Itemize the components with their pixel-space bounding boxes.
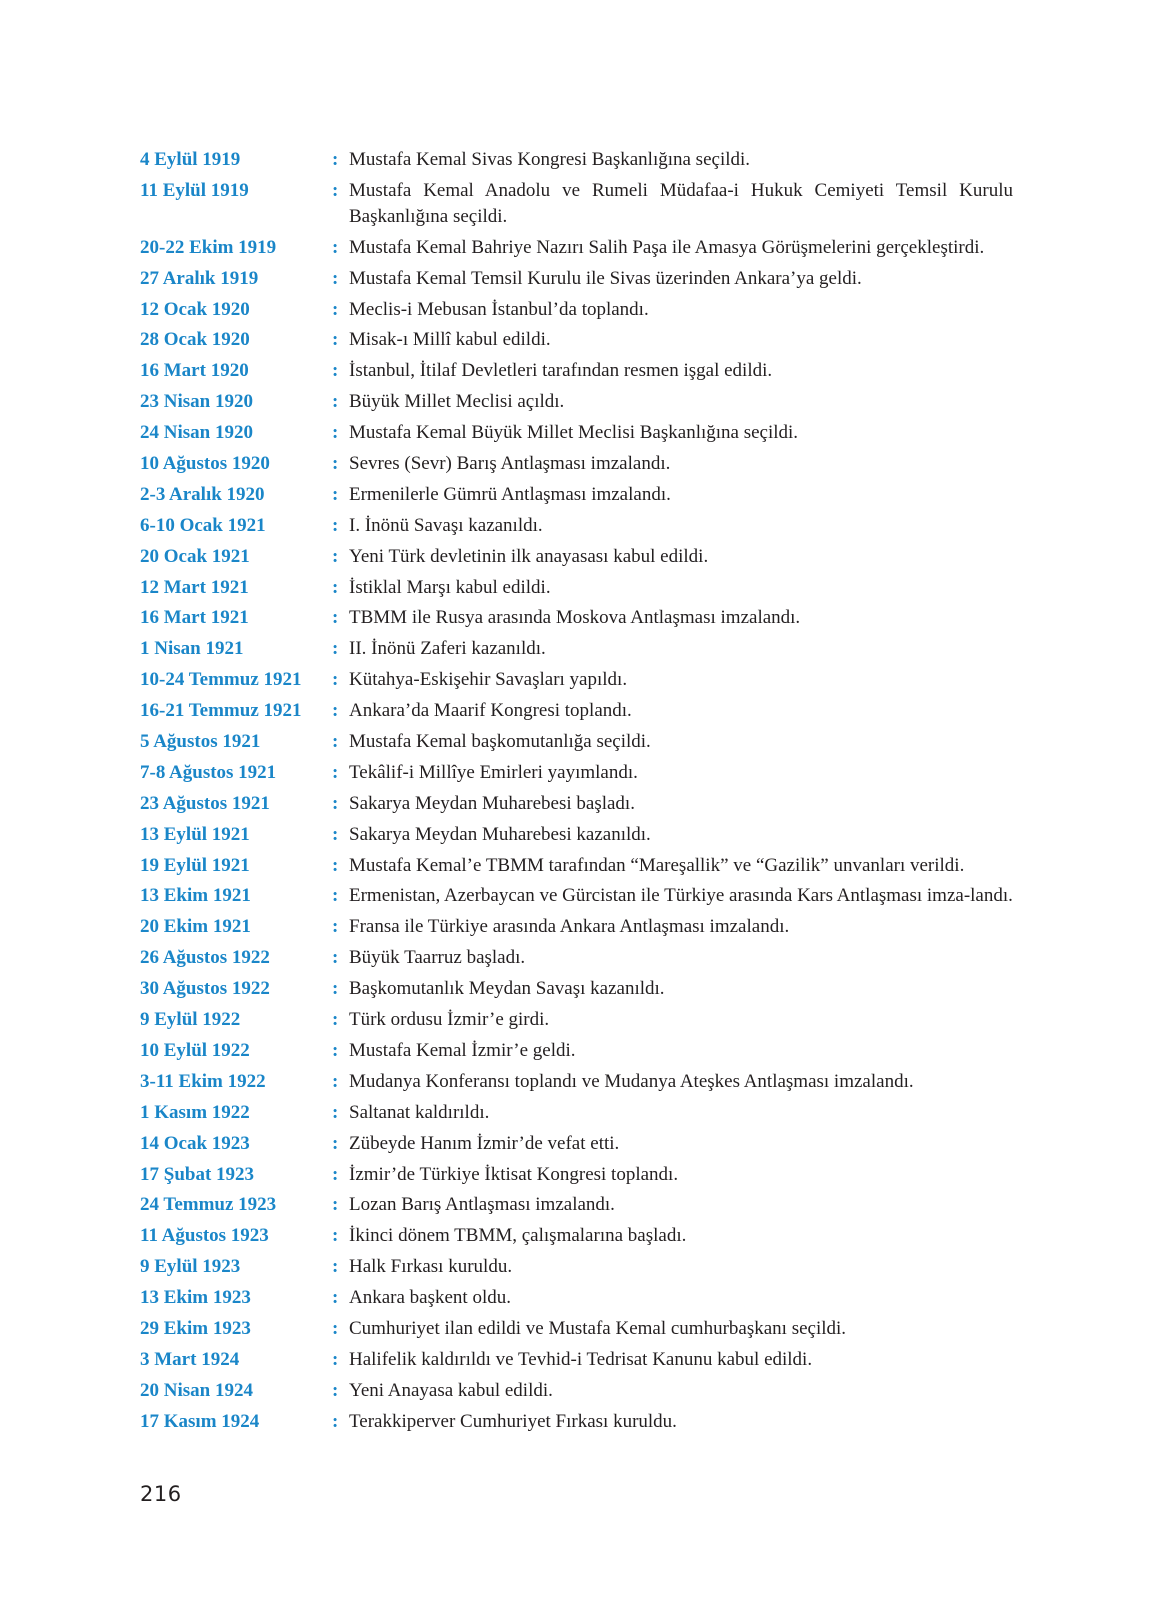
separator-colon: :	[332, 576, 339, 598]
separator-colon: :	[332, 422, 339, 444]
event-date: 10 Ağustos 1920	[140, 453, 270, 475]
event-date: 16 Mart 1920	[140, 360, 249, 382]
event-description: Ankara’da Maarif Kongresi toplandı.	[349, 700, 632, 722]
event-description: Tekâlif-i Millîye Emirleri yayımlandı.	[349, 761, 638, 783]
event-date: 11 Eylül 1919	[140, 179, 249, 201]
separator-colon: :	[332, 391, 339, 413]
event-date: 17 Kasım 1924	[140, 1410, 260, 1432]
event-description: Sakarya Meydan Muharebesi kazanıldı.	[349, 823, 651, 845]
timeline-row	[140, 976, 1013, 1007]
separator-colon: :	[332, 885, 339, 907]
event-date: 20-22 Ekim 1919	[140, 236, 277, 258]
separator-colon: :	[332, 947, 339, 969]
event-description: Meclis-i Mebusan İstanbul’da toplandı.	[349, 298, 649, 320]
event-description: Yeni Anayasa kabul edildi.	[349, 1379, 553, 1401]
timeline-row	[140, 1131, 1013, 1162]
event-date: 26 Ağustos 1922	[140, 947, 270, 969]
event-date: 14 Ocak 1923	[140, 1132, 250, 1154]
timeline-row	[140, 147, 1013, 178]
event-date: 12 Ocak 1920	[140, 298, 250, 320]
event-date: 20 Nisan 1924	[140, 1379, 253, 1401]
timeline-row	[140, 883, 1013, 914]
separator-colon: :	[332, 854, 339, 876]
event-description: Mustafa Kemal Bahriye Nazırı Salih Paşa ile Amasya Görüşmelerini gerçekleştirdi.	[349, 236, 985, 258]
event-date: 7-8 Ağustos 1921	[140, 761, 277, 783]
timeline-row	[140, 698, 1013, 729]
event-description: Halk Fırkası kuruldu.	[349, 1256, 513, 1278]
timeline-row	[140, 1409, 1013, 1440]
timeline-row	[140, 1285, 1013, 1316]
timeline-row	[140, 1192, 1013, 1223]
timeline-row	[140, 760, 1013, 791]
event-description: Halifelik kaldırıldı ve Tevhid-i Tedrisat Kanunu kabul edildi.	[349, 1348, 813, 1370]
separator-colon: :	[332, 1009, 339, 1031]
separator-colon: :	[332, 453, 339, 475]
event-date: 5 Ağustos 1921	[140, 731, 261, 753]
event-description: Mustafa Kemal İzmir’e geldi.	[349, 1039, 576, 1061]
event-description: İkinci dönem TBMM, çalışmalarına başladı.	[349, 1225, 687, 1247]
event-description: TBMM ile Rusya arasında Moskova Antlaşması imzalandı.	[349, 607, 801, 629]
event-description: İzmir’de Türkiye İktisat Kongresi toplandı.	[349, 1163, 679, 1185]
event-description: İstanbul, İtilaf Devletleri tarafından resmen işgal edildi.	[349, 360, 773, 382]
event-date: 10-24 Temmuz 1921	[140, 669, 302, 691]
timeline-row	[140, 575, 1013, 606]
event-description: Sevres (Sevr) Barış Antlaşması imzalandı.	[349, 453, 671, 475]
separator-colon: :	[332, 1287, 339, 1309]
event-date: 13 Ekim 1921	[140, 885, 251, 907]
event-description: Ermenilerle Gümrü Antlaşması imzalandı.	[349, 483, 671, 505]
separator-colon: :	[332, 731, 339, 753]
event-date: 28 Ocak 1920	[140, 329, 250, 351]
timeline-row	[140, 327, 1013, 358]
separator-colon: :	[332, 483, 339, 505]
timeline-row	[140, 544, 1013, 575]
event-date: 6-10 Ocak 1921	[140, 514, 266, 536]
event-description: Büyük Millet Meclisi açıldı.	[349, 391, 565, 413]
event-date: 9 Eylül 1923	[140, 1256, 241, 1278]
separator-colon: :	[332, 298, 339, 320]
separator-colon: :	[332, 514, 339, 536]
event-description: Büyük Taarruz başladı.	[349, 947, 526, 969]
separator-colon: :	[332, 236, 339, 258]
event-date: 1 Nisan 1921	[140, 638, 244, 660]
separator-colon: :	[332, 1194, 339, 1216]
timeline-row	[140, 1007, 1013, 1038]
timeline-row	[140, 420, 1013, 451]
event-date: 9 Eylül 1922	[140, 1009, 241, 1031]
separator-colon: :	[332, 1348, 339, 1370]
event-description: Yeni Türk devletinin ilk anayasası kabul edildi.	[349, 545, 709, 567]
separator-colon: :	[332, 607, 339, 629]
timeline-row	[140, 667, 1013, 698]
separator-colon: :	[332, 700, 339, 722]
event-date: 30 Ağustos 1922	[140, 978, 270, 1000]
event-date: 16-21 Temmuz 1921	[140, 700, 302, 722]
event-description: Türk ordusu İzmir’e girdi.	[349, 1009, 550, 1031]
timeline-row	[140, 451, 1013, 482]
timeline-list	[140, 147, 1013, 1440]
event-date: 24 Temmuz 1923	[140, 1194, 277, 1216]
separator-colon: :	[332, 1039, 339, 1061]
separator-colon: :	[332, 1225, 339, 1247]
event-description: Mustafa Kemal Anadolu ve Rumeli Müdafaa-i Hukuk Cemiyeti Temsil Kurulu Başkanlığına seçildi.	[349, 179, 1013, 227]
separator-colon: :	[332, 179, 339, 201]
separator-colon: :	[332, 267, 339, 289]
separator-colon: :	[332, 149, 339, 170]
timeline-row	[140, 1223, 1013, 1254]
event-date: 13 Ekim 1923	[140, 1287, 251, 1309]
event-description: Mustafa Kemal Büyük Millet Meclisi Başkanlığına seçildi.	[349, 422, 799, 444]
event-description: Mustafa Kemal’e TBMM tarafından “Mareşallik” ve “Gazilik” unvanları verildi.	[349, 854, 965, 876]
separator-colon: :	[332, 1132, 339, 1154]
event-date: 29 Ekim 1923	[140, 1317, 251, 1339]
timeline-row	[140, 1254, 1013, 1285]
timeline-row	[140, 822, 1013, 853]
separator-colon: :	[332, 329, 339, 351]
event-description: Zübeyde Hanım İzmir’de vefat etti.	[349, 1132, 620, 1154]
event-description: Başkomutanlık Meydan Savaşı kazanıldı.	[349, 978, 665, 1000]
event-date: 24 Nisan 1920	[140, 422, 253, 444]
event-description: Ermenistan, Azerbaycan ve Gürcistan ile Türkiye arasında Kars Antlaşması imza-landı.	[349, 885, 1013, 907]
event-description: Mudanya Konferansı toplandı ve Mudanya Ateşkes Antlaşması imzalandı.	[349, 1070, 914, 1092]
event-description: Mustafa Kemal başkomutanlığa seçildi.	[349, 731, 651, 753]
timeline-row	[140, 1069, 1013, 1100]
event-description: Lozan Barış Antlaşması imzalandı.	[349, 1194, 615, 1216]
timeline-row	[140, 605, 1013, 636]
event-date: 10 Eylül 1922	[140, 1039, 250, 1061]
timeline-row	[140, 297, 1013, 328]
event-description: I. İnönü Savaşı kazanıldı.	[349, 514, 543, 536]
event-date: 23 Nisan 1920	[140, 391, 253, 413]
separator-colon: :	[332, 545, 339, 567]
event-description: Terakkiperver Cumhuriyet Fırkası kuruldu.	[349, 1410, 677, 1432]
separator-colon: :	[332, 1317, 339, 1339]
timeline-row	[140, 945, 1013, 976]
event-description: Mustafa Kemal Sivas Kongresi Başkanlığına seçildi.	[349, 149, 751, 170]
separator-colon: :	[332, 638, 339, 660]
separator-colon: :	[332, 761, 339, 783]
event-date: 19 Eylül 1921	[140, 854, 250, 876]
timeline-row	[140, 235, 1013, 266]
timeline-row	[140, 636, 1013, 667]
event-date: 3-11 Ekim 1922	[140, 1070, 266, 1092]
event-date: 16 Mart 1921	[140, 607, 249, 629]
event-description: Fransa ile Türkiye arasında Ankara Antlaşması imzalandı.	[349, 916, 790, 938]
event-description: Sakarya Meydan Muharebesi başladı.	[349, 792, 635, 814]
timeline-row	[140, 853, 1013, 884]
event-description: Mustafa Kemal Temsil Kurulu ile Sivas üzerinden Ankara’ya geldi.	[349, 267, 862, 289]
event-date: 3 Mart 1924	[140, 1348, 240, 1370]
timeline-row	[140, 1378, 1013, 1409]
event-date: 20 Ekim 1921	[140, 916, 251, 938]
timeline-row	[140, 513, 1013, 544]
event-date: 17 Şubat 1923	[140, 1163, 255, 1185]
event-description: II. İnönü Zaferi kazanıldı.	[349, 638, 546, 660]
separator-colon: :	[332, 916, 339, 938]
timeline-row	[140, 482, 1013, 513]
timeline-row	[140, 1100, 1013, 1131]
timeline-row	[140, 1038, 1013, 1069]
event-date: 13 Eylül 1921	[140, 823, 250, 845]
event-date: 4 Eylül 1919	[140, 149, 241, 170]
event-description: Ankara başkent oldu.	[349, 1287, 511, 1309]
separator-colon: :	[332, 669, 339, 691]
timeline-row	[140, 178, 1013, 235]
event-date: 20 Ocak 1921	[140, 545, 250, 567]
separator-colon: :	[332, 1256, 339, 1278]
separator-colon: :	[332, 1101, 339, 1123]
separator-colon: :	[332, 1379, 339, 1401]
timeline-row	[140, 1316, 1013, 1347]
timeline-row	[140, 1347, 1013, 1378]
event-description: Cumhuriyet ilan edildi ve Mustafa Kemal cumhurbaşkanı seçildi.	[349, 1317, 847, 1339]
separator-colon: :	[332, 792, 339, 814]
separator-colon: :	[332, 1410, 339, 1432]
event-date: 27 Aralık 1919	[140, 267, 259, 289]
timeline-row	[140, 266, 1013, 297]
event-date: 2-3 Aralık 1920	[140, 483, 265, 505]
separator-colon: :	[332, 1163, 339, 1185]
page-number: 216	[140, 1482, 182, 1506]
event-date: 11 Ağustos 1923	[140, 1225, 269, 1247]
timeline-row	[140, 389, 1013, 420]
event-description: Saltanat kaldırıldı.	[349, 1101, 490, 1123]
event-description: Misak-ı Millî kabul edildi.	[349, 329, 551, 351]
timeline-row	[140, 729, 1013, 760]
separator-colon: :	[332, 1070, 339, 1092]
separator-colon: :	[332, 360, 339, 382]
timeline-row	[140, 1162, 1013, 1193]
event-date: 12 Mart 1921	[140, 576, 249, 598]
event-date: 23 Ağustos 1921	[140, 792, 270, 814]
timeline-row	[140, 914, 1013, 945]
separator-colon: :	[332, 978, 339, 1000]
event-date: 1 Kasım 1922	[140, 1101, 250, 1123]
separator-colon: :	[332, 823, 339, 845]
event-description: İstiklal Marşı kabul edildi.	[349, 576, 551, 598]
event-description: Kütahya-Eskişehir Savaşları yapıldı.	[349, 669, 628, 691]
timeline-row	[140, 358, 1013, 389]
timeline-row	[140, 791, 1013, 822]
